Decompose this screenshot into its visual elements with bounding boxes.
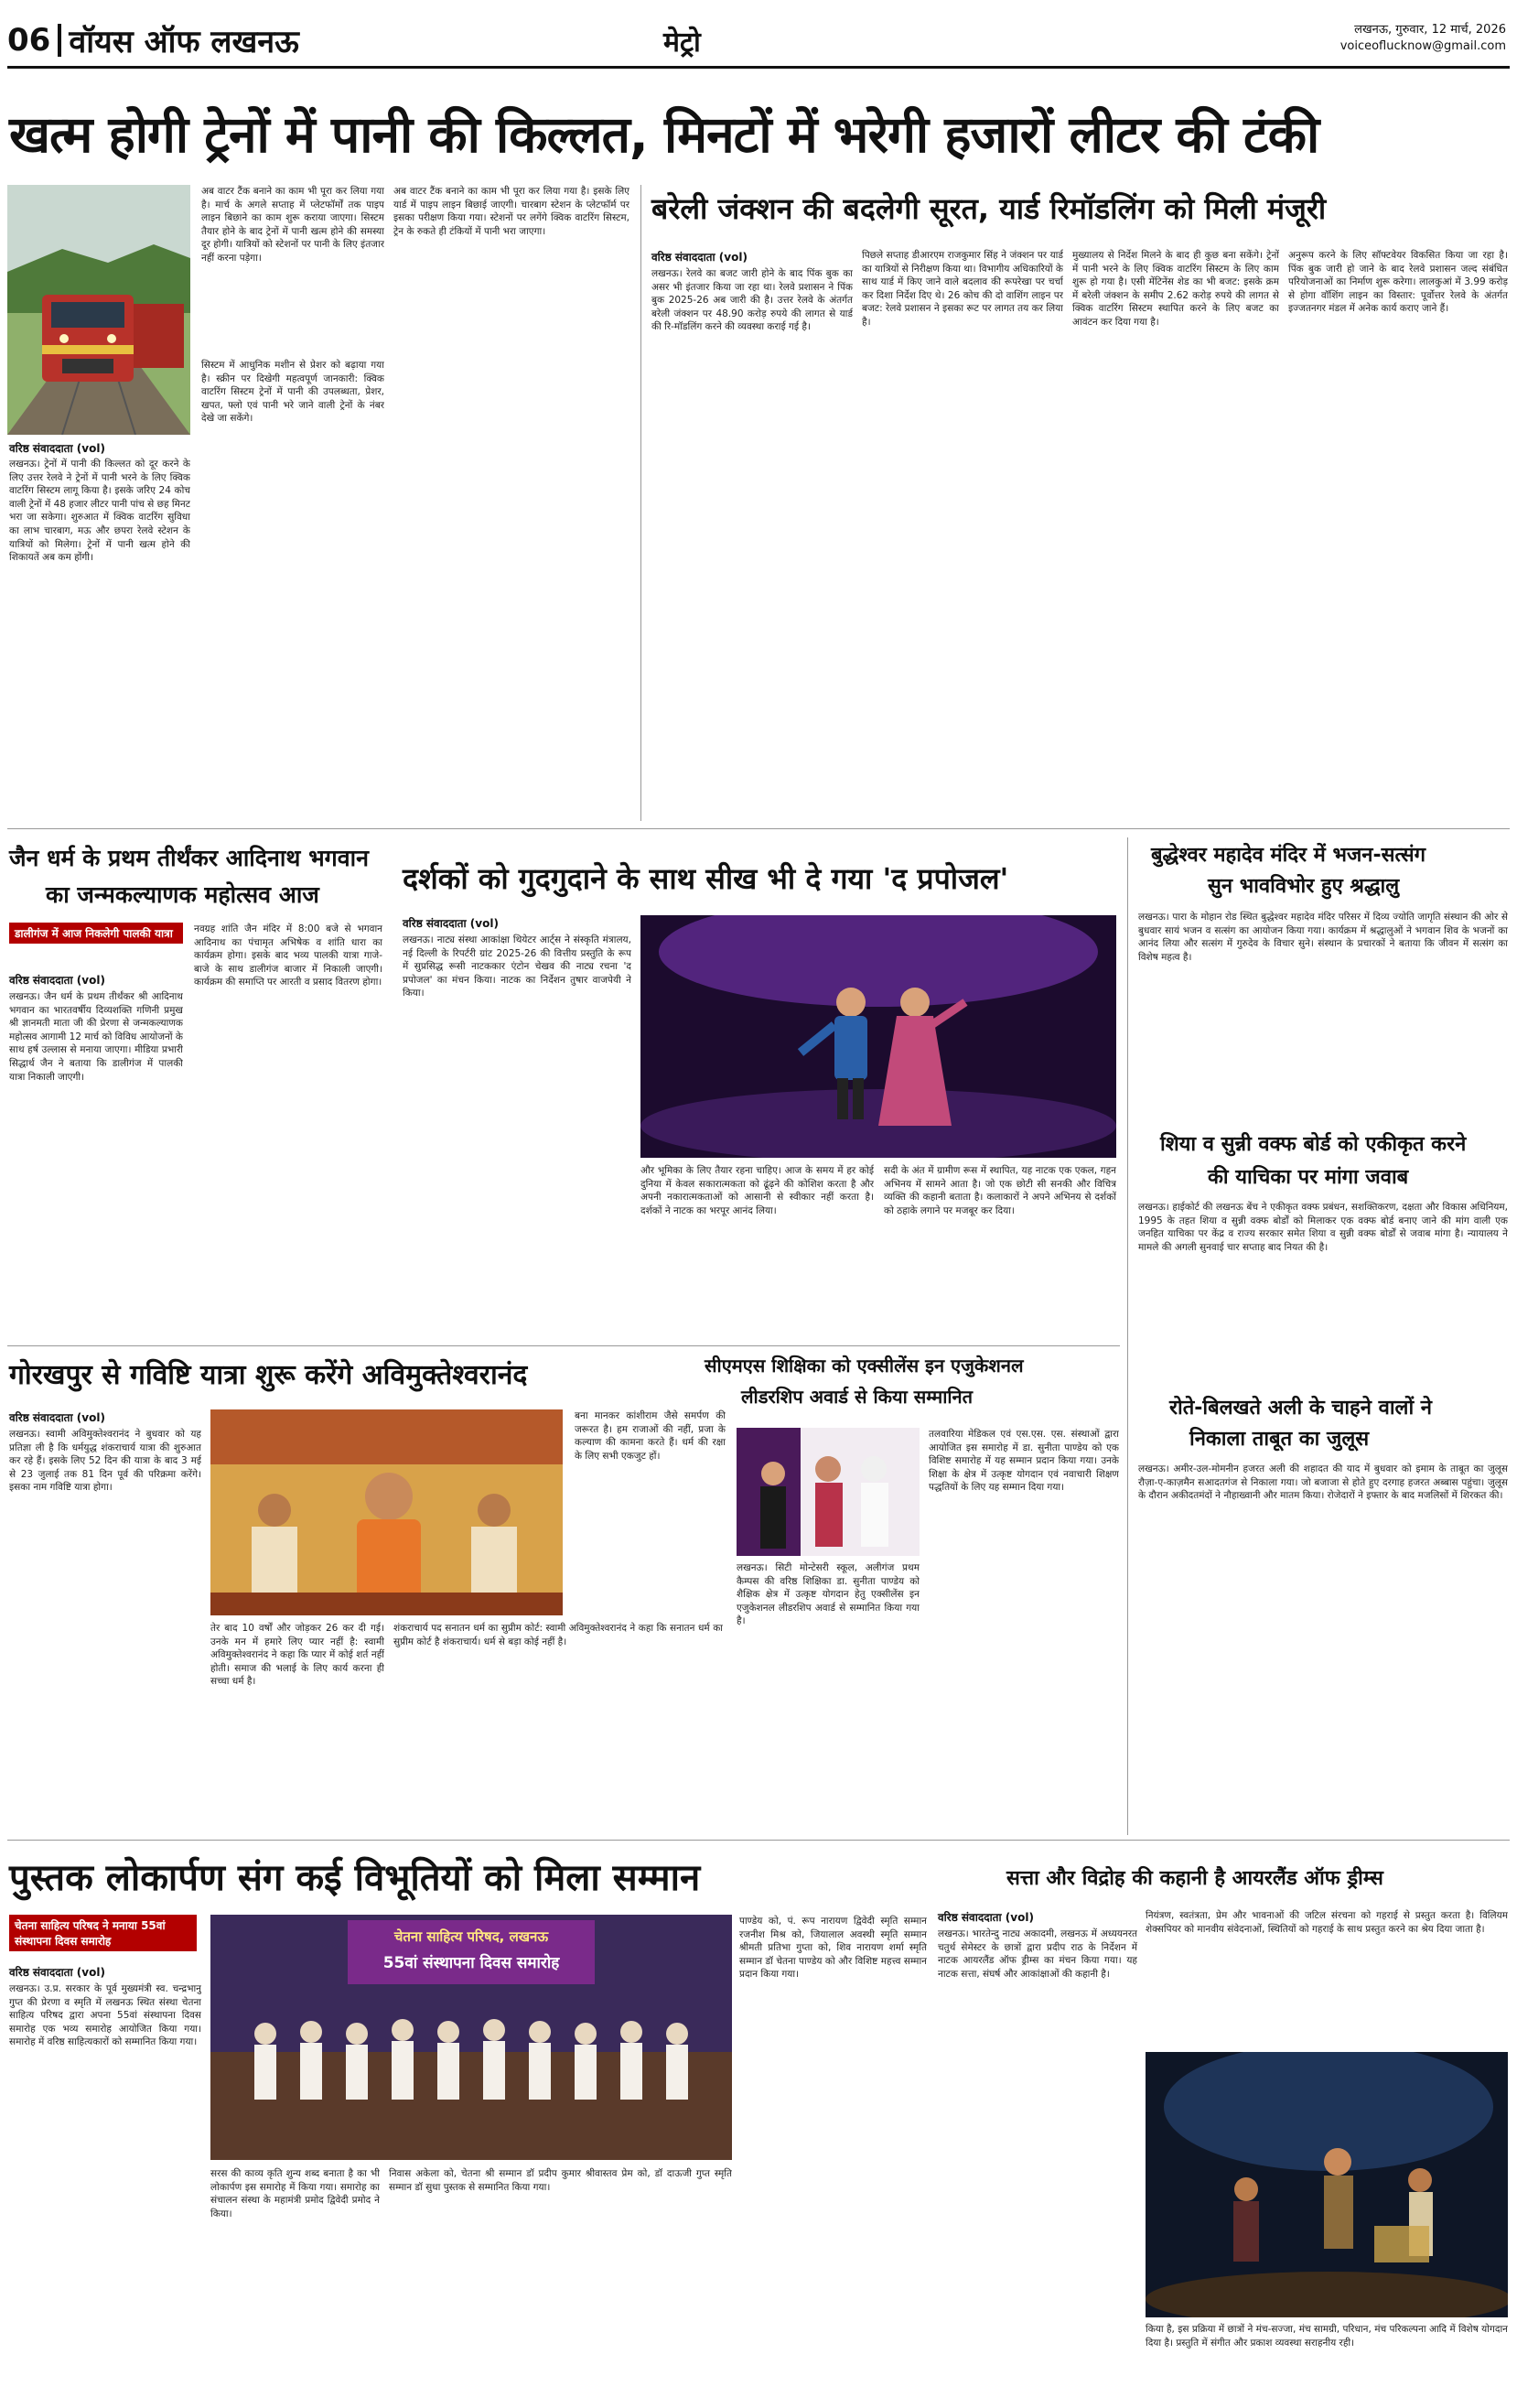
waqf-headline-1: शिया व सुन्नी वक्फ बोर्ड को एकीकृत करने (1160, 1133, 1467, 1156)
jain-headline-1: जैन धर्म के प्रथम तीर्थंकर आदिनाथ भगवान (9, 845, 369, 871)
issue-date: लखनऊ, गुरुवार, 12 मार्च, 2026 (1354, 23, 1506, 37)
jain-tag: डालीगंज में आज निकलेगी पालकी यात्रा (9, 923, 183, 944)
train-photo (7, 185, 190, 435)
ireland-body-col1: लखनऊ। भारतेन्दु नाट्य अकादमी, लखनऊ में अध्ययनरत चतुर्थ सेमेस्टर के छात्रों द्वारा प्रदीप राठ के निर्देशन में नाटक आयरलैंड ऑफ ड्रीम्स का मंचन किया गया। यह नाटक सत्ता, संघर्ष और आकांक्षाओं की कहानी है। (938, 1928, 1137, 1980)
cms-headline-2: लीडरशिप अवार्ड से किया सम्मानित (741, 1386, 974, 1408)
pustak-body-col3: निवास अकेला को, चेतना श्री सम्मान डॉ प्रदीप कुमार श्रीवास्तव प्रेम को, डॉ दाऊजी गुप्त स्मृति सम्मान डॉ सुधा पुस्तक से सम्मानित किया गया। (389, 2168, 732, 2193)
tabut-body: लखनऊ। अमीर-उल-मोमनीन हजरत अली की शहादत की याद में बुधवार को इमाम के ताबूत का जुलूस रौज़ा-ए-काज़मैन सआदतगंज से निकाला गया। जो बजाजा से होते हुए दरगाह हजरत अब्बास पहुंचा। जुलूस के दौरान अकीदतमंदों ने नौहाख्वानी और मातम किया। रोजेदारों ने इफ्तार के बाद मजलिसों में शिरकत की। (1138, 1463, 1508, 1502)
waqf-headline-2: की याचिका पर मांगा जवाब (1208, 1166, 1409, 1189)
pustak-tag: चेतना साहित्य परिषद ने मनाया 55वां संस्थापना दिवस समारोह (9, 1915, 197, 1951)
jain-body-col1: लखनऊ। जैन धर्म के प्रथम तीर्थंकर श्री आदिनाथ भगवान का भारतवर्षीय दिव्यशक्ति गणिनी प्रमुख श्री ज्ञानमती माता जी की प्रेरणा से जन्मकल्याणक महोत्सव आगामी 12 मार्च को विविध आयोजनों के साथ हर्ष उल्लास से मनाया जाएगा। मीडिया प्रभारी सिद्धार्थ जैन ने बताया कि डालीगंज में पालकी यात्रा निकाली जाएगी। (9, 991, 183, 1083)
main-body-col4: अब वाटर टैंक बनाने का काम भी पूरा कर लिया गया है। इसके लिए यार्ड में पाइप लाइन बिछाई जाएगी। चारबाग स्टेशन के प्लेटफॉर्म पर इसका परीक्षण किया गया। स्टेशनों पर लगेंगे क्विक वाटरिंग सिस्टम, ट्रेन के रुकते ही टंकियों में पानी भरा जाएगा। (393, 186, 629, 237)
cms-award-photo (737, 1428, 920, 1556)
col-divider-right (1127, 837, 1128, 1835)
proposal-stage-photo (640, 915, 1116, 1158)
section-name: मेट्रो (663, 27, 701, 59)
header-rule (7, 66, 1510, 69)
proposal-byline: वरिष्ठ संवाददाता (vol) (403, 917, 499, 930)
page-number: 06 (7, 22, 51, 59)
masthead: वॉयस ऑफ लखनऊ (69, 24, 299, 60)
jain-body-col2: नवग्रह शांति जैन मंदिर में 8:00 बजे से भगवान आदिनाथ का पंचामृत अभिषेक व शांति धारा का कार्यक्रम होगा। इसके बाद भव्य पालकी यात्रा गाजे-बाजे के साथ डालीगंज बाजार में निकाली जाएगी। कार्यक्रम की समाप्ति पर आरती व प्रसाद वितरण होगा। (194, 923, 382, 988)
tabut-headline-2: निकाला ताबूत का जुलूस (1189, 1428, 1370, 1451)
banner-subtitle: 55वां संस्थापना दिवस समारोह (382, 1954, 560, 1972)
ireland-body-col3: किया है, इस प्रक्रिया में छात्रों ने मंच-सज्जा, मंच सामग्री, परिधान, मंच परिकल्पना आदि में विशेष योगदान दिया है। प्रस्तुति में संगीत और प्रकाश व्यवस्था सराहनीय रही। (1146, 2324, 1508, 2349)
proposal-headline: दर्शकों को गुदगुदाने के साथ सीख भी दे गया 'द प्रपोजल' (403, 861, 1009, 896)
gorakhpur-photo (210, 1409, 563, 1615)
bageshwar-headline-2: सुन भावविभोर हुए श्रद्धालु (1208, 875, 1400, 898)
jain-byline: वरिष्ठ संवाददाता (vol) (9, 974, 105, 987)
jain-headline-2: का जन्मकल्याणक महोत्सव आज (46, 881, 319, 908)
bareilly-body-col2: पिछले सप्ताह डीआरएम राजकुमार सिंह ने जंक्शन पर यार्ड का यात्रियों से निरीक्षण किया था। विभागीय अधिकारियों के साथ यार्ड में किए जाने वाले बदलाव की रूपरेखा पर चर्चा कर दिशा निर्देश दिए थे। 26 कोच की दो वाशिंग लाइन पर बजट: रेलवे प्रशासन ने इसका रूट पर लागत तय कर लिया है। (862, 250, 1063, 328)
cms-body-col2: तलवारिया मेडिकल एवं एस.एस. एस. संस्थाओं द्वारा आयोजित इस समारोह में डा. सुनीता पाण्डेय को एक विशिष्ट समारोह में यह सम्मान प्रदान किया गया। उनके शिक्षा के क्षेत्र में उत्कृष्ट योगदान एवं नवाचारी शिक्षण पद्धतियों के लिए यह सम्मान दिया गया। (929, 1429, 1119, 1494)
gorakhpur-body-col1: लखनऊ। स्वामी अविमुक्तेश्वरानंद ने बुधवार को यह प्रतिज्ञा ली है कि धर्मयुद्ध शंकराचार्य यात्रा की शुरुआत कर रहे हैं। इसके लिए 52 दिन की यात्रा के बाद 3 मई से 23 जुलाई तक 81 दिन पूर्व की परिक्रमा करेंगे। इसका नाम गविष्टि यात्रा होगा। (9, 1429, 201, 1494)
row-rule-3 (7, 1840, 1510, 1841)
pustak-headline: पुस्तक लोकार्पण संग कई विभूतियों को मिला सम्मान (9, 1857, 701, 1899)
cms-body-col1: लखनऊ। सिटी मोन्टेसरी स्कूल, अलीगंज प्रथम कैम्पस की वरिष्ठ शिक्षिका डा. सुनीता पाण्डेय को शैक्षिक क्षेत्र में उत्कृष्ट योगदान हेतु एक्सीलेंस इन एजुकेशनल लीडरशिप अवार्ड से सम्मानित किया गया है। (737, 1562, 920, 1627)
bageshwar-headline-1: बुद्धेश्वर महादेव मंदिर में भजन-सत्संग (1151, 844, 1426, 867)
row-rule (7, 828, 1510, 829)
proposal-body-col2: और भूमिका के लिए तैयार रहना चाहिए। आज के समय में हर कोई दुनिया में केवल सकारात्मकता को ढूंढ़ने की कोशिश करता है और अपनी नकारात्मकताओं को आसानी से स्वीकार नहीं करता है। दर्शकों ने नाटक का भरपूर आनंद लिया। (640, 1165, 874, 1216)
bareilly-byline: वरिष्ठ संवाददाता (vol) (651, 251, 748, 264)
ireland-body-col2: नियंत्रण, स्वतंत्रता, प्रेम और भावनाओं की जटिल संरचना को गहराई से प्रस्तुत करता है। विलियम शेक्सपियर को मानवीय संवेदनाओं, स्थितियों को गहराई के साथ प्रस्तुत करने का श्रेय दिया जाता है। (1146, 1910, 1508, 1935)
bareilly-headline: बरेली जंक्शन की बदलेगी सूरत, यार्ड रिमॉडलिंग को मिली मंजूरी (651, 191, 1327, 226)
gorakhpur-byline: वरिष्ठ संवाददाता (vol) (9, 1411, 105, 1424)
waqf-body: लखनऊ। हाईकोर्ट की लखनऊ बेंच ने एकीकृत वक्फ प्रबंधन, सशक्तिकरण, दक्षता और विकास अधिनियम, 1995 के तहत शिया व सुन्नी वक्फ बोर्डों को मिलाकर एक वक्फ बोर्ड बनाए जाने की मांग वाली एक जनहित याचिका पर केंद्र व राज्य सरकार समेत शिया व सुन्नी वक्फ बोर्डों से जवाब मांगा है। न्यायालय ने मामले की अगली सुनवाई चार सप्ताह बाद नियत की है। (1138, 1202, 1508, 1253)
pustak-body-col2: सरस की काव्य कृति शुन्य शब्द बनाता है का भी लोकार्पण इस समारोह में किया गया। समारोह का संचालन संस्था के महामंत्री प्रमोद द्विवेदी प्रमोद ने किया। (210, 2168, 380, 2219)
bareilly-body-col4: अनुरूप करने के लिए सॉफ्टवेयर विकसित किया जा रहा है। पिंक बुक जारी हो जाने के बाद रेलवे प्रशासन जल्द संबंधित परियोजनाओं का निर्माण शुरू करेगा। लालकुआं में 3.99 करोड़ से होगा वॉशिंग लाइन का विस्तार: पूर्वोत्तर रेलवे के अंतर्गत इज्जतनगर मंडल में अनेक कार्य कराए जाने हैं। (1288, 250, 1508, 315)
bageshwar-body: लखनऊ। पारा के मोहान रोड स्थित बुद्धेश्वर महादेव मंदिर परिसर में दिव्य ज्योति जागृति संस्थान की ओर से बुधवार सायं भजन व सत्संग का आयोजन किया गया। कार्यक्रम में श्रद्धालुओं ने भगवान शिव के भजनों का आनंद लिया और सत्संग में गुरुदेव के विचार सुने। संस्थान के प्रचारकों ने बताया कि जीवन में सत्संग का विशेष महत्व है। (1138, 912, 1508, 963)
gorakhpur-body-col4: शंकराचार्य पद सनातन धर्म का सुप्रीम कोर्ट: स्वामी अविमुक्तेश्वरानंद ने कहा कि सनातन धर्म का सुप्रीम कोर्ट है शंकराचार्य। धर्म से बड़ा कोई नहीं है। (393, 1623, 723, 1647)
page-header-left (7, 18, 299, 62)
main-byline: वरिष्ठ संवाददाता (vol) (9, 442, 105, 455)
main-body-col3: सिस्टम में आधुनिक मशीन से प्रेशर को बढ़ाया गया है। स्क्रीन पर दिखेगी महत्वपूर्ण जानकारी: क्विक वाटरिंग सिस्टम ट्रेनों में पानी की उपलब्धता, प्रेशर, खपत, फ्लो एवं पानी भरे जाने वाली ट्रेनों के नंबर देखे जा सकेंगे। (201, 360, 384, 425)
bareilly-body-col1: लखनऊ। रेलवे का बजट जारी होने के बाद पिंक बुक का असर भी इंतजार किया जा रहा था। रेलवे प्रशासन ने पिंक बुक 2025-26 अब जारी की है। उत्तर रेलवे के अंतर्गत बरेली जंक्शन पर 48.90 करोड़ रुपये की लागत से यार्ड की रि-मॉडलिंग करने की व्यवस्था कराई गई है। (651, 268, 853, 333)
main-body-col2: अब वाटर टैंक बनाने का काम भी पूरा कर लिया गया है। मार्च के अगले सप्ताह में प्लेटफॉर्मों तक पाइप लाइन बिछाने का काम शुरू कराया जाएगा। सिस्टम तैयार होने के बाद ट्रेनों में पानी खत्म होने की समस्या दूर होगी। यात्रियों को स्टेशनों पर पानी के लिए इंतजार नहीं करना पड़ेगा। (201, 186, 384, 264)
gorakhpur-headline: गोरखपुर से गविष्टि यात्रा शुरू करेंगे अविमुक्तेश्वरानंद (9, 1359, 528, 1391)
ireland-headline: सत्ता और विद्रोह की कहानी है आयरलैंड ऑफ ड्रीम्स (1006, 1867, 1383, 1890)
contact-email: voiceoflucknow@gmail.com (1339, 39, 1506, 53)
tabut-headline-1: रोते-बिलखते अली के चाहने वालों ने (1169, 1397, 1433, 1420)
proposal-body-col3: सदी के अंत में ग्रामीण रूस में स्थापित, यह नाटक एक एकल, गहन अभिनय में सामने आता है। जो एक छोटी सी सनकी और विचित्र व्यक्ति की कहानी बताता है। कलाकारों ने अपने अभिनय से दर्शकों को ठहाके लगाने पर मजबूर कर दिया। (884, 1165, 1116, 1216)
pustak-body-col1: लखनऊ। उ.प्र. सरकार के पूर्व मुख्यमंत्री स्व. चन्द्रभानु गुप्त की प्रेरणा व स्मृति में लखनऊ स्थित संस्था चेतना साहित्य परिषद द्वारा अपना 55वां संस्थापना दिवस समारोह एक भव्य समारोह आयोजित किया गया। समारोह में वरिष्ठ साहित्यकारों को सम्मानित किया गया। (9, 1983, 201, 2048)
gorakhpur-body-col3: तेर बाद 10 वर्षों और जोड़कर 26 कर दी गई। उनके मन में हमारे लिए प्यार नहीं है: स्वामी अविमुक्तेश्वरानंद ने कहा कि प्यार में कोई शर्त नहीं होती। समाज की भलाई के लिए कार्य करना ही सच्चा धर्म है। (210, 1623, 384, 1688)
pustak-event-photo (210, 1915, 732, 2160)
gorakhpur-body-col2: बना मानकर कांशीराम जैसे समर्पण की जरूरत है। हम राजाओं की नहीं, प्रजा के कल्याण की कामना करते हैं। धर्म की रक्षा के लिए सभी एकजुट हों। (575, 1410, 726, 1462)
pustak-byline: वरिष्ठ संवाददाता (vol) (9, 1966, 105, 1979)
banner-title: चेतना साहित्य परिषद, लखनऊ (393, 1928, 549, 1945)
main-headline: खत्म होगी ट्रेनों में पानी की किल्लत, मिनटों में भरेगी हजारों लीटर की टंकी (9, 105, 1319, 164)
pustak-body-col4: पाण्डेय को, पं. रूप नारायण द्विवेदी स्मृति सम्मान रजनीश मिश्र को, जियालाल अवस्थी स्मृति सम्मान श्रीमती प्रतिभा गुप्ता को, शिव नारायण शर्मा स्मृति सम्मान डॉ चेतना पाण्डेय को और विशिष्ट महत्त्व सम्मान प्रदान किया गया। (739, 1916, 927, 1981)
header-divider (58, 24, 61, 57)
ireland-byline: वरिष्ठ संवाददाता (vol) (938, 1911, 1034, 1924)
cms-headline-1: सीएमएस शिक्षिका को एक्सीलेंस इन एजुकेशनल (705, 1355, 1024, 1377)
col-divider (640, 185, 641, 821)
page-header-right (1340, 22, 1506, 55)
ireland-stage-photo (1146, 2052, 1508, 2317)
row-rule-2 (7, 1345, 1120, 1346)
proposal-body-col1: लखनऊ। नाट्य संस्था आकांक्षा थियेटर आर्ट्स ने संस्कृति मंत्रालय, नई दिल्ली के रिपर्टरी ग्रांट 2025-26 की वित्तीय प्रस्तुति के रूप में सुप्रसिद्ध रूसी नाटककार एंटोन चेखव की नाट्य रचना 'द प्रपोजल' का मंचन किया। नाटक का निर्देशन तुषार वाजपेयी ने किया। (403, 934, 631, 999)
main-body-col1: लखनऊ। ट्रेनों में पानी की किल्लत को दूर करने के लिए उत्तर रेलवे ने ट्रेनों में पानी भरने के लिए क्विक वाटरिंग सिस्टम लागू किया है। इसके जरिए 24 कोच वाली ट्रेनों में 48 हजार लीटर पानी पांच से छह मिनट भरा जा सकेगा। शुरुआत में क्विक वाटरिंग सुविधा का लाभ चारबाग, मऊ और छपरा रेलवे स्टेशन के यात्रियों को मिलेगा। ट्रेनों में पानी खत्म होने की शिकायतें अब कम होंगी। (9, 459, 190, 564)
bareilly-body-col3: मुख्यालय से निर्देश मिलने के बाद ही कुछ बना सकेंगे। ट्रेनों में पानी भरने के लिए क्विक वाटरिंग सिस्टम के लिए काम शुरू हो गया है। एसी मेंटिनेंस शेड का भी बजट: इसके क्रम में बरेली जंक्शन के समीप 2.62 करोड़ रुपये की लागत से क्विक वाटरिंग सिस्टम स्थापित करने के लिए बजट का आवंटन कर दिया गया है। (1072, 250, 1279, 328)
